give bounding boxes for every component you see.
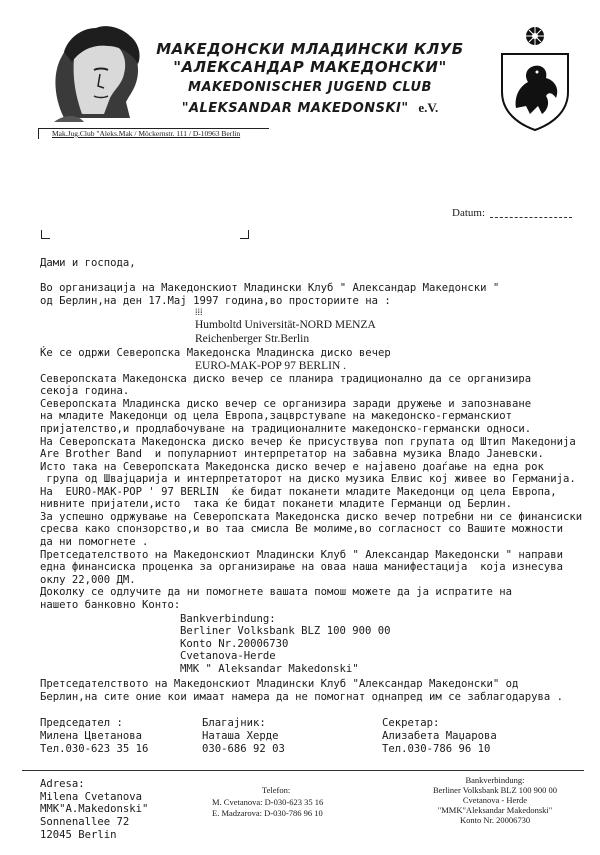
body-line: Северопската Младинска диско вечер се организира заради дружење и запознаване xyxy=(40,398,532,410)
bank-line: Berliner Volksbank BLZ 100 900 00 xyxy=(180,625,391,637)
bank-line: MMK " Aleksandar Makedonski" xyxy=(180,663,359,675)
footer-divider xyxy=(22,770,584,771)
bank-line: Cvetanova-Herde xyxy=(180,650,276,662)
footer-telefon-label: Telefon: xyxy=(262,785,291,795)
salutation: Дами и господа, xyxy=(40,257,136,269)
bank-line: Bankverbindung: xyxy=(180,613,276,625)
body-line: Are Brother Band и популарниот интерпретатор на забавна музика Владо Јаневски. xyxy=(40,448,544,460)
intro-line-1: Во организација на Македонскиот Младински Клуб " Александар Македонски " xyxy=(40,282,500,294)
datum-label: Datum: xyxy=(452,207,485,219)
body-line: Претседателството на Македонскиот Младински Клуб " Александар Македонски " направи xyxy=(40,549,563,561)
body-line: на младите Македонци од цела Европа,зацврстуваnе на македонско-германскиот xyxy=(40,410,512,422)
signature-phone: Тел.030-786 96 10 xyxy=(382,743,491,755)
event-line: Ќе се одржи Северопска Македонска Младинска диско вечер xyxy=(40,347,391,359)
body-line: сресва како спонзорство,и во таа смисла Ве молиме,во согласност со Вашите можности xyxy=(40,523,563,535)
body-line: пријателство,и продлабочуване на традиционалните македонско-германски односи. xyxy=(40,423,532,435)
body-line: На Северопската Македонска диско вечер ќе присуствува поп групата од Штип Македонија xyxy=(40,436,576,448)
club-name-suffix: e.V. xyxy=(418,100,439,115)
club-name-mk-2: "АЛЕКСАНДАР МАКЕДОНСКИ" xyxy=(173,58,447,76)
club-name-de-2-row xyxy=(150,97,470,116)
intro-line-2: од Берлин,на ден 17.Мај 1997 година,во просториите на : xyxy=(40,295,391,307)
venue-mark: ⁞⁞⁞ xyxy=(195,307,203,317)
return-address: Mak.Jug.Club "Aleks.Mak / Möckernstr. 111 / D-10963 Berlin xyxy=(52,129,241,138)
footer-address-line: Sonnenallee 72 xyxy=(40,816,130,828)
signature-phone: 030-686 92 03 xyxy=(202,743,285,755)
club-name-de-1: MAKEDONISCHER JUGEND CLUB xyxy=(188,80,432,95)
footer-bank-line: Berliner Volksbank BLZ 100 900 00 xyxy=(432,785,558,795)
event-name: EURO-MAK-POP 97 BERLIN . xyxy=(195,360,346,372)
footer-bank-line: Bankverbindung: xyxy=(465,775,525,785)
footer-address-line: Milena Cvetanova xyxy=(40,791,143,803)
signature-phone: Тел.030-623 35 16 xyxy=(40,743,149,755)
body-line: група од Швајцарија и интерпретаторот на диско музика Елвис кој живее во Германија. xyxy=(40,473,576,485)
footer-bank-line: Cvetanova - Herde xyxy=(462,795,528,805)
footer-telefon-line: E. Madzarova: D-030-786 96 10 xyxy=(212,808,323,818)
footer-address-line: 12045 Berlin xyxy=(40,829,117,841)
closing-line: Претседателството на Македонскиот Младински Клуб "Александар Македонски" од xyxy=(40,678,519,690)
body-line: Доколку се одлучите да ни помогнете вашата помош можете да ја испратите на xyxy=(40,586,512,598)
footer-bank-line: Konto Nr. 20006730 xyxy=(459,815,531,825)
footer-address-line: Adresa: xyxy=(40,778,85,790)
signature-role: Председател : xyxy=(40,717,123,729)
body-line: нивните пријатели,исто така ќе бидат поканети младите Германци од Берлин. xyxy=(40,498,512,510)
signature-role: Благајник: xyxy=(202,717,266,729)
club-name-mk-1: МАКЕДОНСКИ МЛАДИНСКИ КЛУБ xyxy=(156,40,464,58)
bank-line: Konto Nr.20006730 xyxy=(180,638,289,650)
body-line: Северопската Македонска диско вечер се планира традиционално да се организира xyxy=(40,373,532,385)
body-line: оклу 22,000 ДМ. xyxy=(40,574,136,586)
address-window-corner-right xyxy=(240,230,249,239)
footer-telefon-line: M. Cvetanova: D-030-623 35 16 xyxy=(212,797,324,807)
footer-bank-line: "MMK"Aleksandar Makedonski" xyxy=(437,805,553,815)
venue-line-1: Humboltd Universität-NORD MENZA xyxy=(195,319,376,331)
signature-name: Милена Цветанова xyxy=(40,730,143,742)
body-line: За успешно одржување на Северопската Македонска диско вечер потребни ни се финансиски xyxy=(40,511,583,523)
datum-line xyxy=(490,217,572,218)
signature-name: Наташа Херде xyxy=(202,730,279,742)
body-line: Исто така на Северопската Македонска диско вечер е најавено доаѓање на една рок xyxy=(40,461,544,473)
address-window-corner-left xyxy=(41,230,50,239)
body-line: нашето банковно Конто: xyxy=(40,599,181,611)
coat-of-arms-logo xyxy=(490,22,580,132)
signature-name: Ализабета Маџарова xyxy=(382,730,497,742)
body-line: На EURO-MAK-POP ' 97 BERLIN ќе бидат поканети младите Македонци од цела Европа, xyxy=(40,486,557,498)
signature-role: Секретар: xyxy=(382,717,440,729)
body-line: да ни помогнете . xyxy=(40,536,149,548)
body-line: една финансиска проценка за организирање на оваа наша манифестација која изнесува xyxy=(40,561,563,573)
footer-address-line: MMK"A.Makedonski" xyxy=(40,803,149,815)
club-name-de-2: "ALEKSANDAR MAKEDONSKI" xyxy=(181,101,409,116)
alexander-portrait-logo xyxy=(34,18,154,130)
body-line: секоја година. xyxy=(40,385,130,397)
closing-line: Берлин,на сите оние кои имаат намера да не помогнат однапред им се заблагодарува . xyxy=(40,691,563,703)
venue-line-2: Reichenberger Str.Berlin xyxy=(195,333,310,345)
